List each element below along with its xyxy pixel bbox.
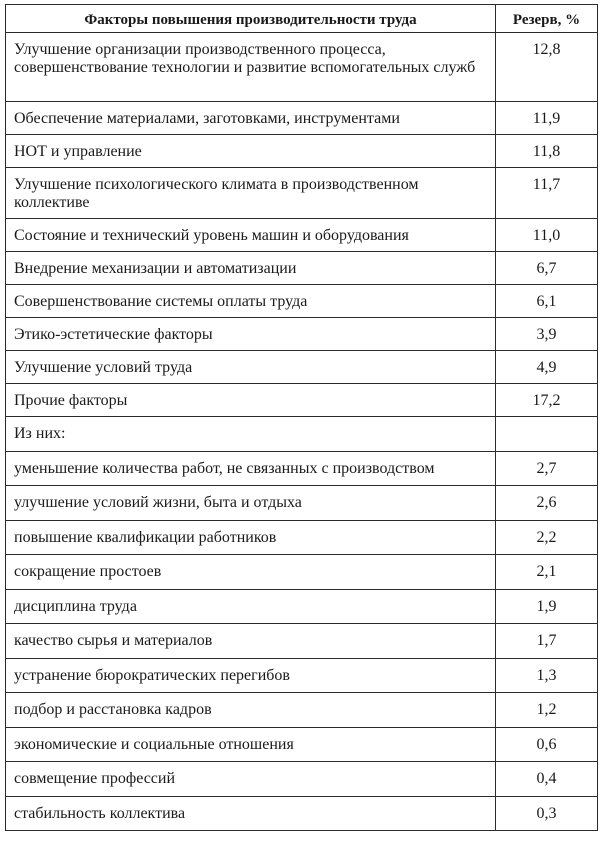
table-row [6,285,598,318]
table-row [6,486,598,521]
table-row [6,624,598,659]
reserve-cell: 17,2 [496,384,598,417]
table-row [6,451,598,486]
table-row [6,351,598,384]
factor-cell: стабильность коллектива [6,796,496,831]
reserve-cell: 2,7 [496,451,598,486]
productivity-factors-table [5,4,598,831]
table-row [6,102,598,135]
reserve-cell: 2,6 [496,486,598,521]
table-row [6,727,598,762]
factor-cell: Улучшение психологического климата в производственном коллективе [6,168,496,219]
factor-cell: Внедрение механизации и автоматизации [6,252,496,285]
reserve-cell: 11,9 [496,102,598,135]
table-row [6,384,598,417]
table-row [6,252,598,285]
factor-cell: НОТ и управление [6,135,496,168]
table-row [6,520,598,555]
factor-cell: Состояние и технический уровень машин и оборудования [6,219,496,252]
reserve-cell: 6,1 [496,285,598,318]
factor-cell: Улучшение организации производственного процесса, совершенствование технологии и развитие вспомогательных служб [6,33,496,102]
reserve-cell: 6,7 [496,252,598,285]
reserve-cell: 3,9 [496,318,598,351]
table-row [6,417,598,452]
factor-cell: Совершенствование системы оплаты труда [6,285,496,318]
factor-cell: подбор и расстановка кадров [6,693,496,728]
reserve-cell: 2,2 [496,520,598,555]
reserve-cell: 1,3 [496,658,598,693]
reserve-cell [496,417,598,452]
table-header-row [6,5,598,33]
factor-cell: Улучшение условий труда [6,351,496,384]
factor-cell: Прочие факторы [6,384,496,417]
reserve-cell: 0,6 [496,727,598,762]
reserve-cell: 4,9 [496,351,598,384]
reserve-cell: 2,1 [496,555,598,590]
table-row [6,589,598,624]
factor-cell: Из них: [6,417,496,452]
reserve-cell: 12,8 [496,33,598,102]
table-row [6,555,598,590]
reserve-cell: 11,0 [496,219,598,252]
factor-cell: экономические и социальные отношения [6,727,496,762]
header-factor: Факторы повышения производительности труда [6,5,496,33]
factor-cell: сокращение простоев [6,555,496,590]
factor-cell: совмещение профессий [6,762,496,797]
table-row [6,168,598,219]
factor-cell: повышение квалификации работников [6,520,496,555]
factor-cell: улучшение условий жизни, быта и отдыха [6,486,496,521]
factor-cell: устранение бюрократических перегибов [6,658,496,693]
factor-cell: Этико-эстетические факторы [6,318,496,351]
reserve-cell: 0,3 [496,796,598,831]
reserve-cell: 11,7 [496,168,598,219]
reserve-cell: 1,2 [496,693,598,728]
table-row [6,796,598,831]
factor-cell: дисциплина труда [6,589,496,624]
reserve-cell: 1,9 [496,589,598,624]
factor-cell: качество сырья и материалов [6,624,496,659]
reserve-cell: 1,7 [496,624,598,659]
table-row [6,693,598,728]
reserve-cell: 0,4 [496,762,598,797]
table-row [6,318,598,351]
factor-cell: Обеспечение материалами, заготовками, инструментами [6,102,496,135]
table-row [6,658,598,693]
reserve-cell: 11,8 [496,135,598,168]
table-row [6,762,598,797]
table-row [6,33,598,102]
factor-cell: уменьшение количества работ, не связанных с производством [6,451,496,486]
table-row [6,135,598,168]
table-row [6,219,598,252]
header-reserve: Резерв, % [496,5,598,33]
